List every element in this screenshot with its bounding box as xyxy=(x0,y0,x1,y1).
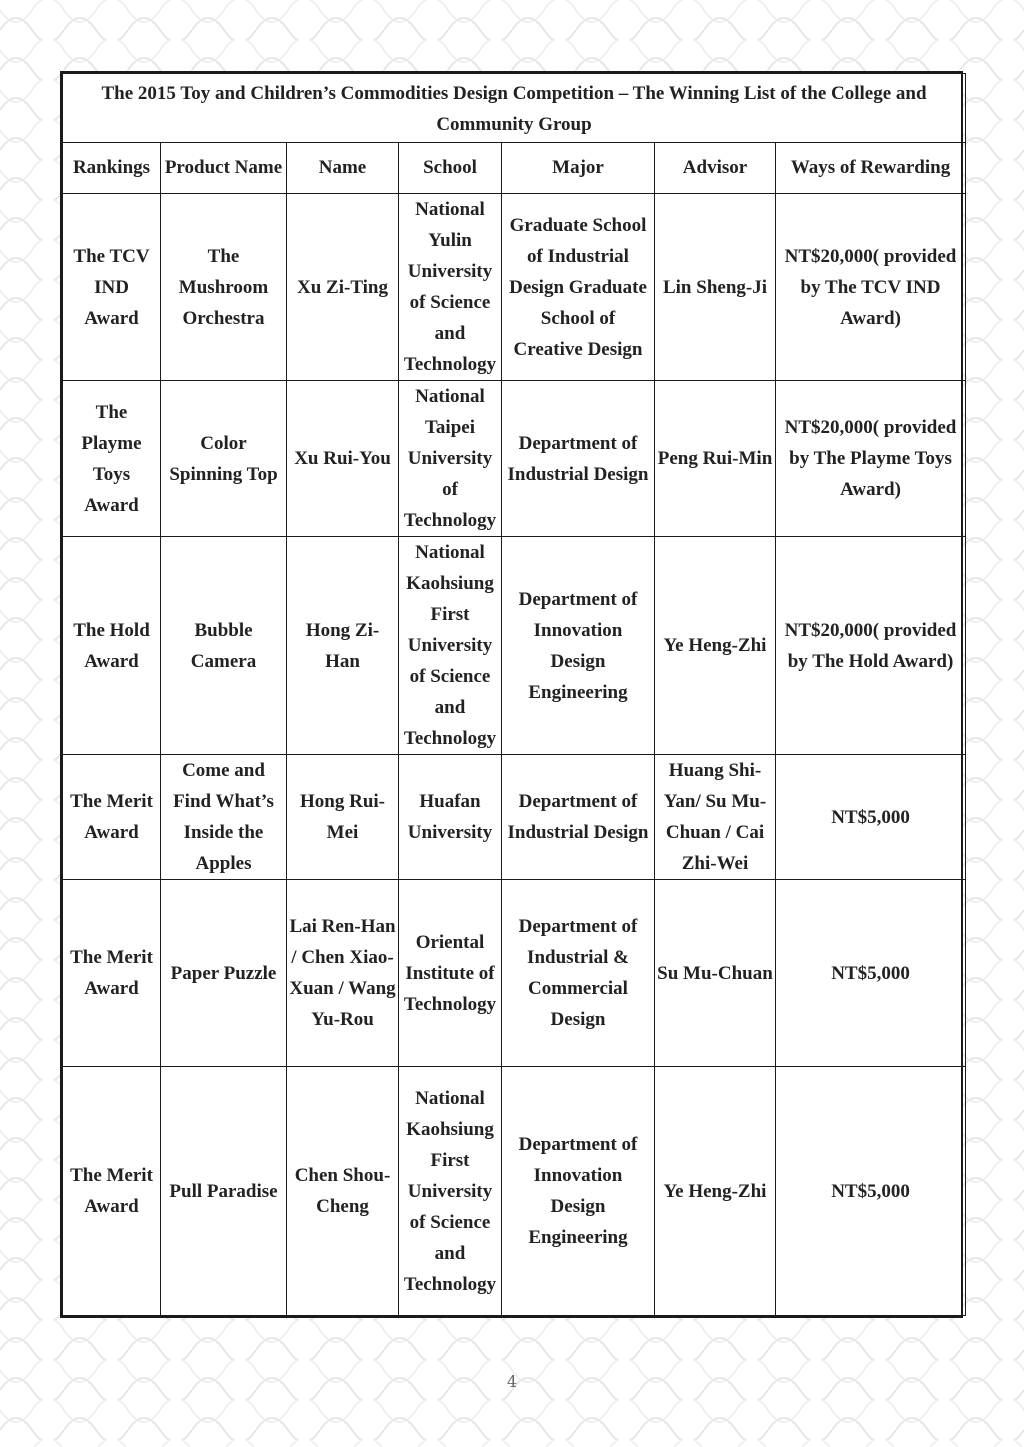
cell-name: Hong Zi-Han xyxy=(287,537,399,755)
cell-advisor: Ye Heng-Zhi xyxy=(655,537,776,755)
header-row xyxy=(63,143,966,194)
cell-product: The Mushroom Orchestra xyxy=(161,194,287,381)
cell-product: Bubble Camera xyxy=(161,537,287,755)
winning-list-table xyxy=(62,73,966,1316)
cell-name: Hong Rui-Mei xyxy=(287,755,399,880)
table-row xyxy=(63,880,966,1067)
header-advisor: Advisor xyxy=(655,143,776,194)
cell-advisor: Su Mu-Chuan xyxy=(655,880,776,1067)
table-row xyxy=(63,381,966,537)
header-ways-of-rewarding: Ways of Rewarding xyxy=(776,143,966,194)
cell-major: Department of Innovation Design Engineering xyxy=(502,537,655,755)
cell-name: Chen Shou-Cheng xyxy=(287,1067,399,1316)
cell-ranking: The Merit Award xyxy=(63,1067,161,1316)
cell-school: Oriental Institute of Technology xyxy=(399,880,502,1067)
cell-ranking: The Playme Toys Award xyxy=(63,381,161,537)
cell-product: Pull Paradise xyxy=(161,1067,287,1316)
cell-ranking: The Hold Award xyxy=(63,537,161,755)
table-title: The 2015 Toy and Children’s Commodities Design Competition – The Winning List of the College and Community Group xyxy=(63,74,966,143)
cell-ranking: The TCV IND Award xyxy=(63,194,161,381)
cell-major: Department of Industrial & Commercial Design xyxy=(502,880,655,1067)
header-school: School xyxy=(399,143,502,194)
table-row xyxy=(63,537,966,755)
cell-name: Xu Zi-Ting xyxy=(287,194,399,381)
cell-reward: NT$5,000 xyxy=(776,755,966,880)
cell-major: Department of Industrial Design xyxy=(502,381,655,537)
cell-school: National Kaohsiung First University of Science and Technology xyxy=(399,1067,502,1316)
cell-ranking: The Merit Award xyxy=(63,755,161,880)
cell-advisor: Peng Rui-Min xyxy=(655,381,776,537)
header-major: Major xyxy=(502,143,655,194)
table-row xyxy=(63,1067,966,1316)
cell-major: Department of Industrial Design xyxy=(502,755,655,880)
cell-major: Department of Innovation Design Engineering xyxy=(502,1067,655,1316)
table-row xyxy=(63,194,966,381)
header-rankings: Rankings xyxy=(63,143,161,194)
cell-major: Graduate School of Industrial Design Graduate School of Creative Design xyxy=(502,194,655,381)
cell-reward: NT$20,000( provided by The TCV IND Award) xyxy=(776,194,966,381)
cell-school: Huafan University xyxy=(399,755,502,880)
cell-advisor: Lin Sheng-Ji xyxy=(655,194,776,381)
cell-reward: NT$20,000( provided by The Hold Award) xyxy=(776,537,966,755)
page-number: 4 xyxy=(506,1372,518,1391)
cell-reward: NT$20,000( provided by The Playme Toys Award) xyxy=(776,381,966,537)
cell-reward: NT$5,000 xyxy=(776,1067,966,1316)
cell-advisor: Ye Heng-Zhi xyxy=(655,1067,776,1316)
cell-reward: NT$5,000 xyxy=(776,880,966,1067)
cell-product: Come and Find What’s Inside the Apples xyxy=(161,755,287,880)
cell-advisor: Huang Shi-Yan/ Su Mu-Chuan / Cai Zhi-Wei xyxy=(655,755,776,880)
winning-list-table-container xyxy=(60,71,963,1318)
cell-school: National Kaohsiung First University of Science and Technology xyxy=(399,537,502,755)
cell-product: Color Spinning Top xyxy=(161,381,287,537)
cell-school: National Yulin University of Science and Technology xyxy=(399,194,502,381)
header-product-name: Product Name xyxy=(161,143,287,194)
cell-product: Paper Puzzle xyxy=(161,880,287,1067)
header-name: Name xyxy=(287,143,399,194)
table-row xyxy=(63,755,966,880)
cell-ranking: The Merit Award xyxy=(63,880,161,1067)
cell-school: National Taipei University of Technology xyxy=(399,381,502,537)
cell-name: Xu Rui-You xyxy=(287,381,399,537)
cell-name: Lai Ren-Han / Chen Xiao-Xuan / Wang Yu-Rou xyxy=(287,880,399,1067)
